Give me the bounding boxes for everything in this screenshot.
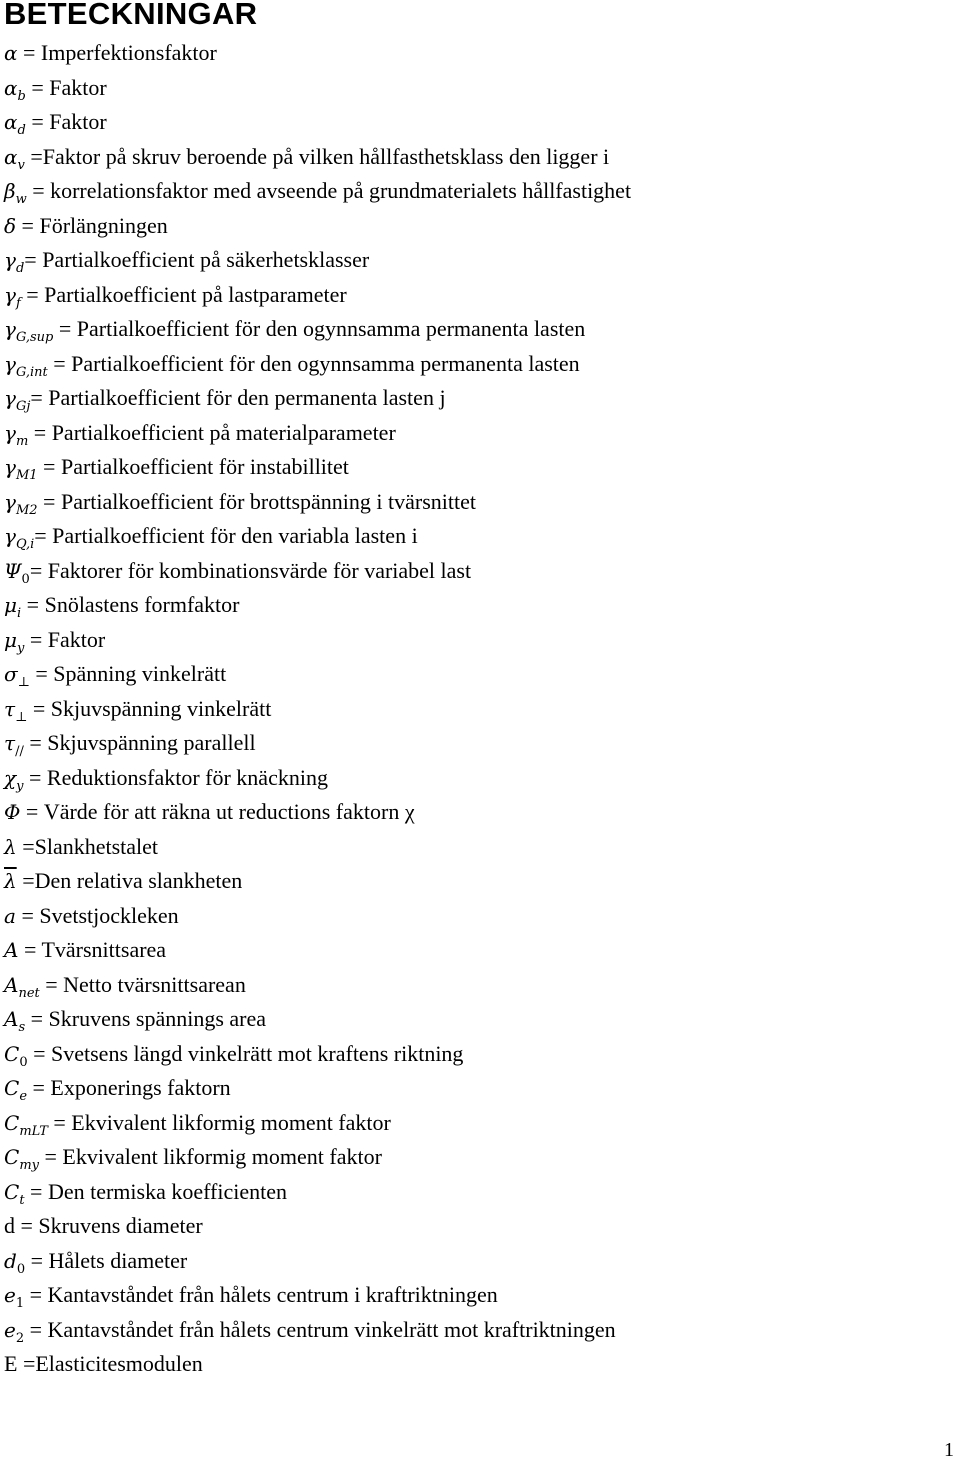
notation-subscript: M1 [15,468,38,483]
notation-symbol: a [4,903,16,928]
notation-description: =Slankhetstalet [16,833,159,859]
notation-entry [4,968,631,1003]
notation-description: = Faktor [25,109,107,134]
notation-symbol: Φ [4,800,21,824]
notation-description: = Partialkoefficient för den variabla lasten i [34,523,418,548]
notation-entry [4,864,631,899]
notation-subscript: G,int [15,364,48,380]
notation-entry [4,243,631,278]
notation-symbol: δ [4,213,17,238]
notation-subscript: e [19,1089,28,1104]
notation-description: = Ekvivalent likformig moment faktor [47,1109,391,1135]
notation-entry [4,347,631,382]
notation-symbol: μ [4,627,17,652]
notation-symbol: λ [4,834,17,859]
notation-subscript: 0 [21,571,30,587]
notation-description: = Kantavståndet från hålets centrum i kraftriktningen [24,1282,498,1307]
notation-description: = Tvärsnittsarea [18,937,167,962]
notation-symbol: β [4,179,16,203]
notation-description: = Svetstjockleken [15,902,179,928]
notation-entry [4,312,631,347]
notation-list [4,36,631,1382]
notation-description: = Reduktionsfaktor för knäckning [23,764,328,790]
notation-subscript: s [18,1020,26,1035]
notation-entry [4,1106,631,1141]
notation-symbol: α [4,75,18,100]
notation-entry [4,1175,631,1210]
notation-symbol: γ [4,524,16,548]
notation-entry [4,278,631,313]
notation-description: = Snölastens formfaktor [21,592,240,617]
notation-entry [4,71,631,106]
notation-entry [4,416,631,451]
notation-symbol: γ [4,351,16,376]
notation-description: = Netto tvärsnittsarean [39,971,246,997]
notation-subscript: // [15,744,24,759]
notation-symbol: C [4,1076,20,1100]
notation-subscript: y [16,778,24,794]
notation-symbol: σ [4,662,18,686]
notation-description: = Förlängningen [16,212,168,238]
notation-entry [4,450,631,485]
notation-symbol: Ψ [4,558,22,583]
notation-entry [4,554,631,589]
notation-description: = Skjuvspänning parallell [23,730,256,755]
notation-subscript: Gj [15,399,31,414]
notation-symbol: $\overline{\lambda}$ [4,869,17,893]
notation-description: = Partialkoefficient för instabillitet [37,454,349,479]
notation-entry [4,105,631,140]
notation-description: = Partialkoefficient för den permanenta lasten j [30,385,446,410]
notation-entry [4,1209,631,1244]
notation-description: = Exponerings faktorn [27,1075,231,1100]
notation-symbol: τ [4,731,16,755]
notation-entry [4,726,631,761]
notation-subscript: my [19,1158,39,1173]
notation-entry [4,1244,631,1279]
notation-description: = Partialkoefficient på säkerhetsklasser [24,247,370,272]
notation-symbol: C [4,1145,20,1169]
notation-symbol: γ [4,317,16,341]
notation-symbol: α [4,144,18,169]
notation-description: = Spänning vinkelrätt [29,661,227,686]
notation-description: =Den relativa slankheten [16,868,243,893]
notation-description: = Faktorer för kombinationsvärde för variabel last [29,557,472,583]
notation-symbol: χ [4,765,17,790]
notation-description: = Imperfektionsfaktor [17,40,217,65]
notation-entry [4,1347,631,1382]
notation-symbol: γ [4,420,16,445]
notation-symbol: μ [4,593,17,617]
notation-description: = Partialkoefficient på lastparameter [20,281,347,307]
notation-subscript: w [15,192,27,207]
notation-subscript: b [17,88,26,104]
notation-subscript: G,sup [15,330,54,345]
notation-entry [4,761,631,796]
notation-description: = Faktor [25,74,107,100]
notation-symbol: γ [4,489,16,514]
notation-symbol: γ [4,282,16,307]
notation-symbol: A [4,1007,19,1031]
notation-symbol: d [4,1248,17,1273]
notation-description: = Partialkoefficient för brottspänning i tvärsnittet [37,488,476,514]
notation-subscript: 1 [15,1296,25,1311]
notation-description: = Skruvens diameter [15,1213,203,1238]
notation-entry [4,657,631,692]
notation-entry [4,830,631,865]
notation-symbol: γ [4,248,16,272]
notation-entry [4,1037,631,1072]
notation-subscript: t [19,1192,25,1208]
notation-symbol: γ [4,455,16,479]
notation-description: = Partialkoefficient för den ogynnsamma permanenta lasten [47,350,580,376]
notation-description: = Värde för att räkna ut reductions faktorn χ [20,799,415,824]
notation-subscript: mLT [19,1123,48,1139]
notation-symbol: τ [4,696,16,721]
notation-entry [4,174,631,209]
page-title: BETECKNINGAR [4,0,258,31]
notation-subscript: 0 [19,1054,28,1070]
notation-entry [4,1002,631,1037]
notation-subscript: ⊥ [15,709,28,725]
notation-entry [4,1278,631,1313]
notation-subscript: M2 [15,502,38,518]
notation-entry [4,519,631,554]
notation-symbol: A [4,972,19,997]
page-number: 1 [944,1439,954,1461]
notation-description: = Ekvivalent likformig moment faktor [38,1144,382,1169]
notation-entry [4,140,631,175]
notation-entry [4,1313,631,1348]
notation-subscript: Q,i [15,537,35,552]
notation-description: = Hålets diameter [25,1247,188,1273]
notation-entry [4,933,631,968]
notation-entry [4,623,631,658]
notation-description: = Svetsens längd vinkelrätt mot kraftens riktning [27,1040,464,1066]
notation-description: = Partialkoefficient på materialparameter [28,419,396,445]
notation-symbol: A [4,938,19,962]
notation-description: =Elasticitesmodulen [17,1351,203,1376]
notation-symbol: e [4,1317,16,1342]
notation-symbol: C [4,1110,20,1135]
notation-subscript: 2 [15,1330,25,1346]
notation-description: = korrelationsfaktor med avseende på grundmaterialets hållfastighet [26,178,632,203]
notation-description: = Kantavståndet från hålets centrum vinkelrätt mot kraftriktningen [24,1316,616,1342]
notation-entry [4,36,631,71]
notation-subscript: i [17,606,22,621]
notation-subscript: d [15,261,25,276]
notation-symbol: α [4,110,18,134]
notation-symbol: C [4,1179,20,1204]
notation-description: = Partialkoefficient för den ogynnsamma permanenta lasten [53,316,586,341]
notation-entry [4,485,631,520]
notation-subscript: ⊥ [17,675,30,690]
notation-description: = Den termiska koefficienten [24,1178,288,1204]
notation-symbol: γ [4,386,16,410]
notation-entry [4,899,631,934]
notation-subscript: y [17,640,25,656]
notation-subscript: v [17,157,25,173]
notation-symbol: e [4,1283,16,1307]
notation-description: =Faktor på skruv beroende på vilken hållfasthetsklass den ligger i [24,143,610,169]
notation-entry [4,209,631,244]
notation-description: = Skjuvspänning vinkelrätt [27,695,272,721]
notation-entry [4,381,631,416]
notation-subscript: m [15,433,29,449]
notation-symbol: α [4,41,18,65]
notation-entry [4,588,631,623]
notation-entry [4,1071,631,1106]
notation-symbol: E [4,1351,18,1376]
notation-symbol: d [4,1213,15,1238]
notation-symbol: C [4,1041,20,1066]
notation-entry [4,795,631,830]
notation-subscript: d [17,123,26,138]
notation-entry [4,692,631,727]
notation-description: = Faktor [24,626,106,652]
notation-description: = Skruvens spännings area [25,1006,267,1031]
notation-subscript: net [18,985,40,1001]
notation-subscript: f [15,295,21,311]
notation-subscript: 0 [16,1261,26,1277]
notation-entry [4,1140,631,1175]
